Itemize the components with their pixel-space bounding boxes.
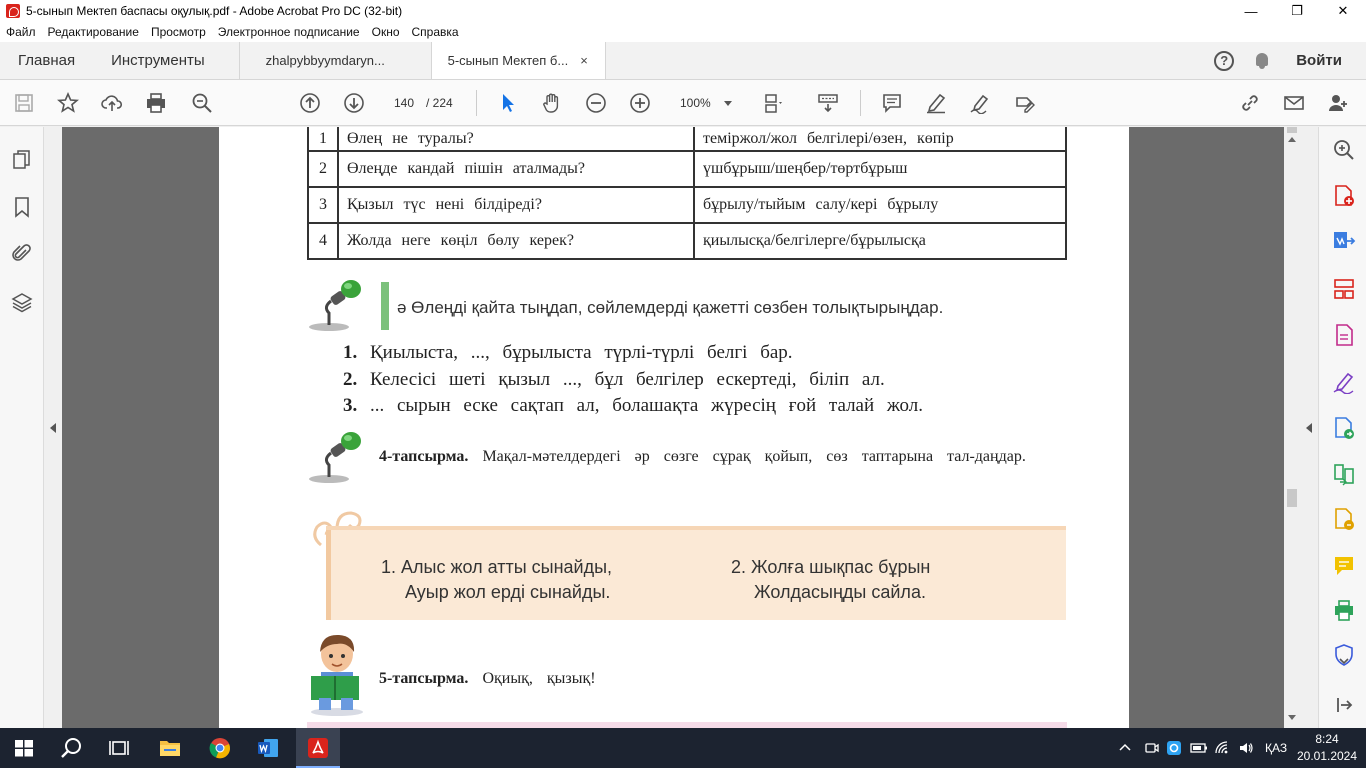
row-number: 4 bbox=[308, 223, 338, 259]
share-file-icon[interactable] bbox=[1332, 507, 1356, 531]
table-row bbox=[308, 127, 1066, 151]
sentence-1 bbox=[343, 342, 793, 364]
menu-window[interactable]: Окно bbox=[371, 25, 400, 39]
page-up-icon[interactable] bbox=[298, 91, 322, 115]
row-question: Өлең не туралы? bbox=[338, 127, 694, 151]
page-thumbnails-icon[interactable] bbox=[11, 149, 33, 171]
sentence-text: Келесісі шеті қызыл ..., бұл белгілер ескертеді, біліп ал. bbox=[370, 369, 885, 390]
close-tab-icon[interactable]: × bbox=[580, 53, 588, 68]
row-number: 2 bbox=[308, 151, 338, 187]
page-total: / 224 bbox=[426, 96, 453, 110]
keyboard-scroll-icon[interactable] bbox=[816, 91, 840, 115]
wifi-icon[interactable] bbox=[1214, 728, 1230, 768]
task-4-text: Мақал-мәтелдердегі әр сөзге сұрақ қойып, сөз таптарына тал-даңдар. bbox=[482, 448, 1026, 465]
proverb-1-line-1: 1. Алыс жол атты сынайды, bbox=[381, 557, 613, 577]
task-a-instruction: ә Өлеңді қайта тыңдап, сөйлемдерді қажетті сөзбен толықтырыңдар. bbox=[397, 298, 944, 317]
collapse-right-panel[interactable] bbox=[1300, 127, 1318, 728]
upload-cloud-icon[interactable] bbox=[100, 91, 124, 115]
task-5-text: Оқиық, қызық! bbox=[482, 670, 596, 687]
window-title: 5-сынып Мектеп баспасы оқулық.pdf - Adobe Acrobat Pro DC (32-bit) bbox=[26, 4, 403, 18]
zoom-in-icon[interactable] bbox=[628, 91, 652, 115]
email-icon[interactable] bbox=[1282, 91, 1306, 115]
collapse-panel-icon[interactable] bbox=[1332, 693, 1356, 717]
layers-icon[interactable] bbox=[11, 291, 33, 313]
search-icon[interactable] bbox=[60, 736, 84, 760]
microphone-icon bbox=[305, 429, 365, 485]
word-icon[interactable] bbox=[256, 736, 280, 760]
windows-taskbar bbox=[0, 728, 1366, 768]
scroll-up-icon[interactable] bbox=[1288, 137, 1296, 142]
zoom-search-icon[interactable] bbox=[190, 91, 214, 115]
zoom-out-icon[interactable] bbox=[584, 91, 608, 115]
scroll-down-icon[interactable] bbox=[1288, 715, 1296, 720]
task-view-icon[interactable] bbox=[108, 736, 132, 760]
scrollbar-top-segment bbox=[1287, 127, 1297, 133]
system-clock[interactable] bbox=[1296, 731, 1358, 765]
export-pdf-icon[interactable] bbox=[1332, 229, 1356, 253]
organize-pages-icon[interactable] bbox=[1332, 277, 1356, 301]
sentence-number: 1. bbox=[343, 342, 358, 363]
collapse-left-panel[interactable] bbox=[44, 127, 62, 728]
windows-start-icon[interactable] bbox=[12, 736, 36, 760]
tab-document-1[interactable] bbox=[239, 42, 431, 79]
microphone-icon bbox=[305, 277, 365, 333]
page-down-icon[interactable] bbox=[342, 91, 366, 115]
print-icon[interactable] bbox=[144, 91, 168, 115]
sentence-text: ... сырын еске сақтап ал, болашақта жүресің ғой талай жол. bbox=[370, 395, 924, 416]
sentence-2 bbox=[343, 369, 885, 391]
protect-shield-icon[interactable] bbox=[1332, 643, 1356, 667]
tab-home[interactable]: Главная bbox=[18, 52, 76, 69]
volume-icon[interactable] bbox=[1238, 728, 1254, 768]
attachment-icon[interactable] bbox=[11, 242, 33, 264]
star-icon[interactable] bbox=[56, 91, 80, 115]
show-hidden-icons-icon[interactable] bbox=[1118, 728, 1132, 768]
left-navigation-panel bbox=[0, 127, 44, 728]
questions-table bbox=[307, 127, 1067, 260]
language-indicator[interactable]: ҚАЗ bbox=[1265, 741, 1288, 755]
tab-document-2-label: 5-сынып Мектеп б... bbox=[447, 53, 569, 68]
pdf-page bbox=[219, 127, 1129, 728]
menu-view[interactable]: Просмотр bbox=[150, 25, 206, 39]
proverb-2-line-2: Жолдасыңды сайла. bbox=[754, 582, 926, 602]
page-display-icon[interactable] bbox=[762, 91, 786, 115]
help-icon[interactable]: ? bbox=[1214, 51, 1234, 71]
task-5 bbox=[379, 670, 596, 688]
sign-pen-icon[interactable] bbox=[968, 91, 992, 115]
chevron-left-icon bbox=[1306, 423, 1312, 433]
print-production-icon[interactable] bbox=[1332, 599, 1356, 623]
comment-icon[interactable] bbox=[880, 91, 904, 115]
toolbar bbox=[0, 80, 1366, 126]
minimize-button[interactable]: — bbox=[1244, 3, 1258, 19]
zoom-select[interactable] bbox=[668, 92, 738, 114]
create-pdf-icon[interactable] bbox=[1332, 184, 1356, 208]
zoom-value: 100% bbox=[680, 96, 711, 110]
sentence-number: 2. bbox=[343, 369, 358, 390]
bell-icon[interactable] bbox=[1254, 52, 1270, 70]
app-tray-icon[interactable] bbox=[1166, 728, 1182, 768]
row-answer: бұрылу/тыйым салу/кері бұрылу bbox=[694, 187, 1066, 223]
menu-file[interactable]: Файл bbox=[6, 25, 36, 39]
document-view[interactable] bbox=[62, 127, 1284, 728]
row-number: 3 bbox=[308, 187, 338, 223]
tab-tools[interactable]: Инструменты bbox=[111, 52, 205, 69]
sentence-text: Қиылыста, ..., бұрылыста түрлі-түрлі белгі бар. bbox=[370, 342, 793, 363]
clock-time: 8:24 bbox=[1315, 732, 1339, 746]
table-row bbox=[308, 151, 1066, 187]
edit-pdf-icon[interactable] bbox=[1332, 323, 1356, 347]
row-question: Жолда неге көңіл бөлу керек? bbox=[338, 223, 694, 259]
sentence-3 bbox=[343, 395, 923, 417]
chrome-icon[interactable] bbox=[208, 736, 232, 760]
task-4-label: 4-тапсырма. bbox=[379, 448, 469, 465]
menu-edit[interactable]: Редактирование bbox=[47, 25, 139, 39]
task-accent-bar bbox=[381, 282, 389, 330]
task-4 bbox=[379, 445, 1069, 468]
row-answer: қиылысқа/белгілерге/бұрылысқа bbox=[694, 223, 1066, 259]
table-row bbox=[308, 187, 1066, 223]
menu-help[interactable]: Справка bbox=[411, 25, 459, 39]
sentence-number: 3. bbox=[343, 395, 358, 416]
send-for-review-icon[interactable] bbox=[1332, 416, 1356, 440]
boy-reading-icon bbox=[307, 632, 371, 716]
title-bar bbox=[0, 0, 1366, 22]
tab-bar bbox=[0, 42, 1366, 80]
bookmark-icon[interactable] bbox=[11, 196, 33, 218]
right-tools-panel bbox=[1318, 127, 1366, 728]
menu-bar bbox=[0, 22, 1366, 42]
highlight-pen-icon[interactable] bbox=[924, 91, 948, 115]
restore-button[interactable]: ❐ bbox=[1291, 3, 1303, 18]
tab-document-2[interactable] bbox=[431, 42, 605, 79]
fill-sign-pen-icon[interactable] bbox=[1332, 370, 1356, 394]
meet-now-icon[interactable] bbox=[1144, 728, 1160, 768]
row-question: Қызыл түс нені білдіреді? bbox=[338, 187, 694, 223]
scrollbar-thumb[interactable] bbox=[1287, 489, 1297, 507]
proverb-2-line-1: 2. Жолға шықпас бұрын bbox=[731, 557, 931, 577]
comment-tool-icon[interactable] bbox=[1332, 554, 1356, 578]
chevron-left-icon bbox=[50, 423, 56, 433]
clock-date: 20.01.2024 bbox=[1296, 749, 1358, 763]
tab-document-1-label: zhalpybbyymdaryn... bbox=[265, 53, 385, 68]
row-answer: теміржол/жол белгілері/өзен, көпір bbox=[694, 127, 1066, 151]
proverb-1-line-2: Ауыр жол ерді сынайды. bbox=[405, 582, 611, 602]
acrobat-logo-icon bbox=[6, 4, 20, 18]
link-icon[interactable] bbox=[1238, 91, 1262, 115]
row-question: Өлеңде кандай пішін аталмады? bbox=[338, 151, 694, 187]
fill-sign-icon[interactable] bbox=[1012, 91, 1036, 115]
battery-icon[interactable] bbox=[1190, 728, 1208, 768]
chevron-down-icon bbox=[724, 101, 732, 106]
page-number-input[interactable]: 140 bbox=[393, 96, 415, 110]
sign-in-button[interactable]: Войти bbox=[1296, 52, 1342, 69]
compare-files-icon[interactable] bbox=[1332, 462, 1356, 486]
vertical-scrollbar[interactable] bbox=[1284, 127, 1300, 728]
row-number: 1 bbox=[308, 127, 338, 151]
hand-tool-icon[interactable] bbox=[540, 91, 564, 115]
task-5-label: 5-тапсырма. bbox=[379, 670, 469, 687]
save-icon[interactable] bbox=[12, 91, 36, 115]
file-explorer-icon[interactable] bbox=[158, 736, 182, 760]
menu-e-sign[interactable]: Электронное подписание bbox=[217, 25, 360, 39]
row-answer: үшбұрыш/шеңбер/төртбұрыш bbox=[694, 151, 1066, 187]
select-cursor-icon[interactable] bbox=[496, 91, 520, 115]
table-row bbox=[308, 223, 1066, 259]
add-user-icon[interactable] bbox=[1326, 91, 1350, 115]
acrobat-taskbar-icon[interactable] bbox=[306, 736, 330, 760]
close-window-button[interactable]: ✕ bbox=[1337, 3, 1349, 18]
search-zoom-icon[interactable] bbox=[1332, 138, 1356, 162]
